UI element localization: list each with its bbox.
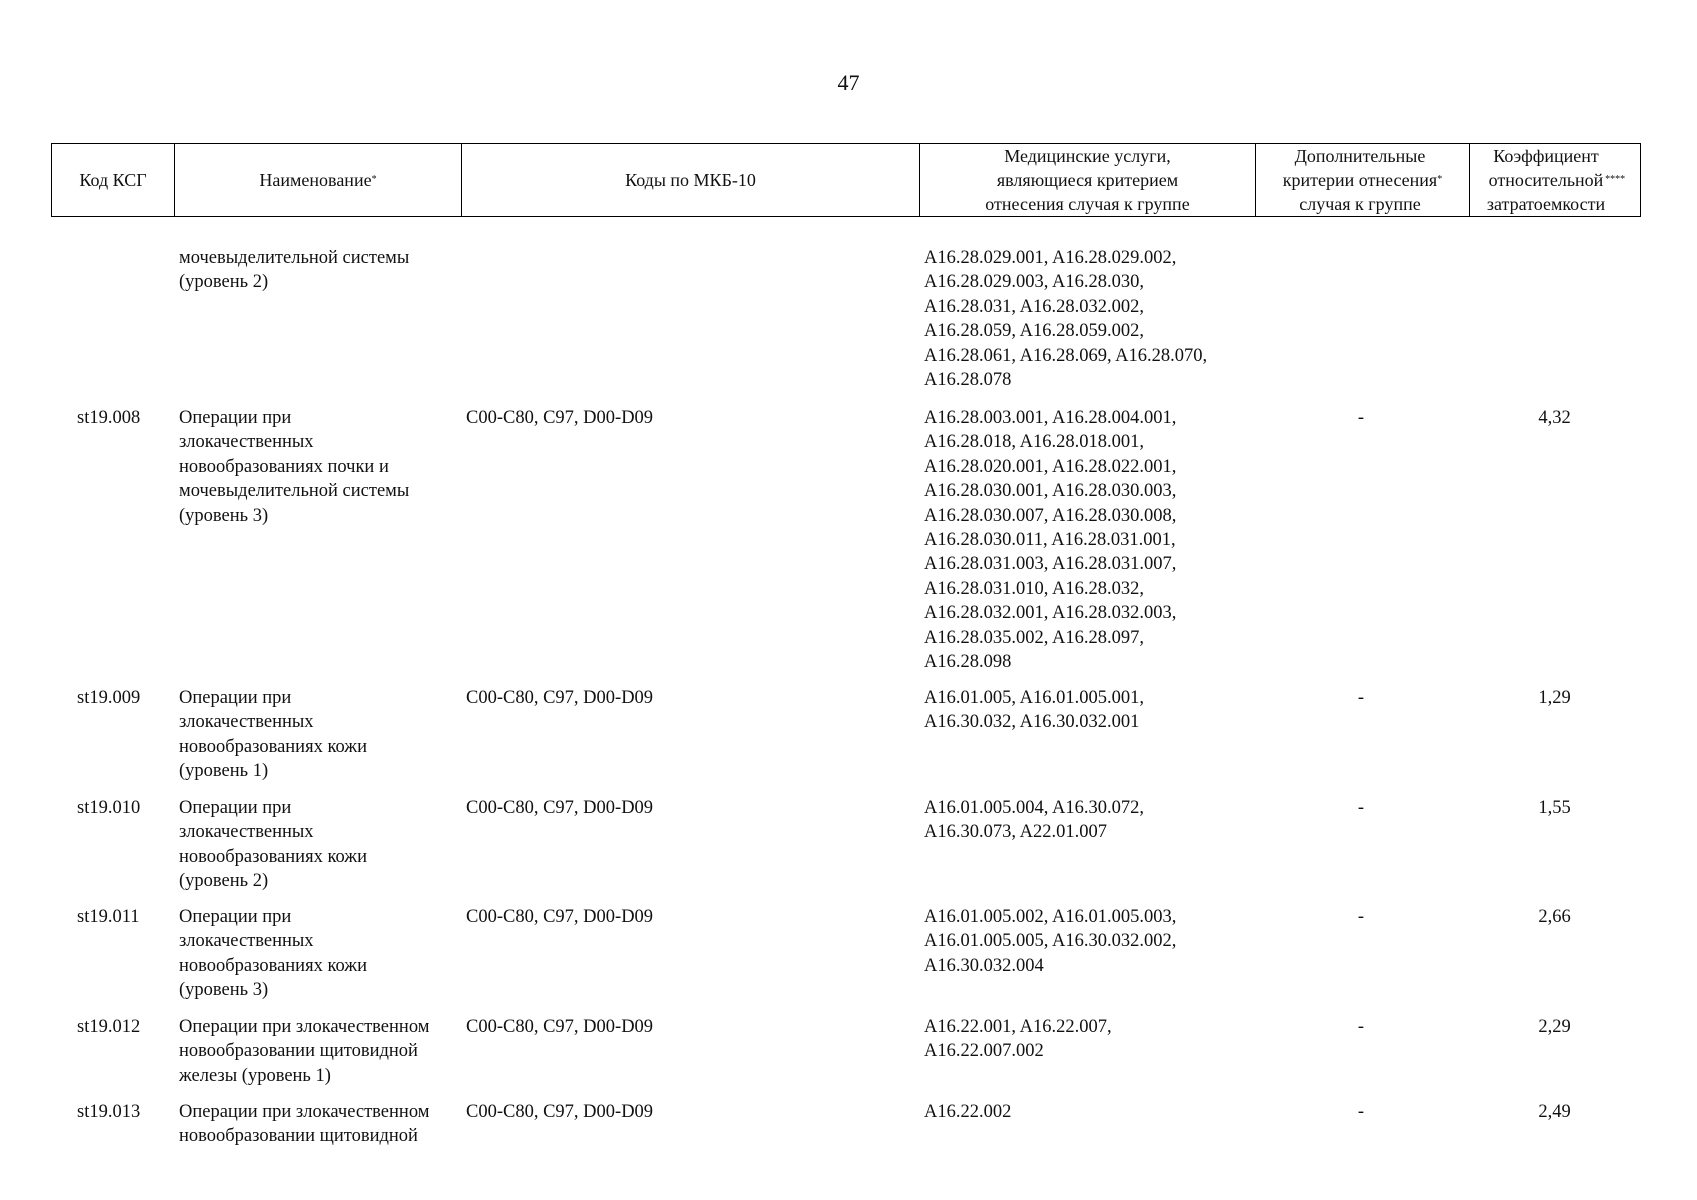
row-services: A16.01.005.004, A16.30.072, A16.30.073, A22.01.007 — [924, 798, 1144, 843]
row-mkb — [460, 246, 918, 392]
header-criteria: Дополнительные критерии отнесения случая к группе * — [1255, 144, 1469, 216]
header-services — [919, 144, 1255, 216]
table-row-st19-009 — [51, 686, 1641, 784]
row-name: Операции при злокачественных новообразованиях почки и мочевыделительной системы (уровень 3) — [179, 408, 410, 526]
header-mkb — [461, 144, 919, 216]
row-name: Операции при злокачественном новообразовании щитовидной — [179, 1102, 430, 1147]
table-row-st19-011 — [51, 905, 1641, 1003]
table-header — [51, 143, 1641, 217]
row-name: Операции при злокачественных новообразованиях кожи (уровень 2) — [179, 798, 367, 892]
table-row-st19-010 — [51, 796, 1641, 894]
row-coef: 1,55 — [1538, 798, 1571, 818]
row-criteria: - — [1357, 798, 1365, 818]
header-mkb-label: Коды по МКБ-10 — [625, 170, 756, 190]
row-mkb: C00-C80, C97, D00-D09 — [466, 798, 654, 818]
row-code — [51, 246, 173, 392]
row-name: Операции при злокачественных новообразованиях кожи (уровень 1) — [179, 688, 367, 782]
row-services: A16.28.003.001, A16.28.004.001, A16.28.018, A16.28.018.001, A16.28.020.001, A16.28.022.001, A16.28.030.001, A16.28.030.003, A16.28.030.007, A16.28.030.008, A16.28.030.011, A16.28.031.001, A16.28.031.003, A16.28.031.007, A16.28.031.010, A16.28.032, A16.28.032.001, A16.28.032.003, A16.28.035.002, A16.28.097, A16.28.098 — [924, 408, 1177, 673]
table-row-st19-012 — [51, 1015, 1641, 1088]
row-services: A16.22.001, A16.22.007, A16.22.007.002 — [924, 1017, 1112, 1062]
row-coef: 2,49 — [1538, 1102, 1571, 1122]
row-mkb: C00-C80, C97, D00-D09 — [466, 408, 654, 428]
header-coef: Коэффициент относительной затратоемкости **** — [1469, 144, 1642, 216]
header-code-label: Код КСГ — [79, 170, 147, 190]
table-row — [51, 246, 1641, 392]
table-row — [51, 905, 1641, 1003]
table-row — [51, 796, 1641, 894]
row-name: Операции при злокачественных новообразованиях кожи (уровень 3) — [179, 907, 367, 1001]
row-code: st19.011 — [77, 907, 140, 927]
row-name: Операции при злокачественном новообразовании щитовидной железы (уровень 1) — [179, 1017, 430, 1086]
row-mkb: C00-C80, C97, D00-D09 — [466, 1102, 654, 1122]
row-services: A16.01.005, A16.01.005.001, A16.30.032, A16.30.032.001 — [924, 688, 1144, 733]
header-code — [52, 144, 174, 216]
row-coef: 2,66 — [1538, 907, 1571, 927]
table-row — [51, 406, 1641, 674]
row-code: st19.008 — [77, 408, 141, 428]
page-number: 47 — [837, 70, 860, 95]
row-criteria — [1254, 246, 1468, 392]
row-mkb: C00-C80, C97, D00-D09 — [466, 907, 654, 927]
row-criteria: - — [1357, 408, 1365, 428]
row-name: мочевыделительной системы (уровень 2) — [179, 248, 410, 293]
row-services: A16.22.002 — [924, 1102, 1012, 1122]
row-criteria: - — [1357, 1102, 1365, 1122]
table-row — [51, 686, 1641, 784]
row-coef: 4,32 — [1538, 408, 1571, 428]
table-row-st19-013 — [51, 1100, 1641, 1149]
row-code: st19.010 — [77, 798, 141, 818]
row-criteria: - — [1357, 1017, 1365, 1037]
row-code: st19.013 — [77, 1102, 141, 1122]
row-criteria: - — [1357, 688, 1365, 708]
row-mkb: C00-C80, C97, D00-D09 — [466, 688, 654, 708]
row-services: A16.01.005.002, A16.01.005.003, A16.01.005.005, A16.30.032.002, A16.30.032.004 — [924, 907, 1177, 976]
row-mkb: C00-C80, C97, D00-D09 — [466, 1017, 654, 1037]
header-coef-label: Коэффициент относительной затратоемкости — [1486, 146, 1606, 214]
row-criteria: - — [1357, 907, 1365, 927]
row-services: A16.28.029.001, A16.28.029.002, A16.28.029.003, A16.28.030, A16.28.031, A16.28.032.002, A16.28.059, A16.28.059.002, A16.28.061, A16.28.069, A16.28.070, A16.28.078 — [924, 248, 1208, 391]
header-name-label: Наименование — [259, 170, 372, 190]
row-coef — [1468, 246, 1641, 392]
row-coef: 2,29 — [1538, 1017, 1571, 1037]
header-services-label: Медицинские услуги, являющиеся критерием отнесения случая к группе — [985, 146, 1190, 214]
table-row-continuation — [51, 246, 1641, 392]
table-row — [51, 1100, 1641, 1149]
header-criteria-label: Дополнительные критерии отнесения случая к группе — [1282, 146, 1438, 214]
row-code: st19.009 — [77, 688, 141, 708]
table-row — [51, 1015, 1641, 1088]
row-code: st19.012 — [77, 1017, 141, 1037]
row-coef: 1,29 — [1538, 688, 1571, 708]
table-row-st19-008 — [51, 406, 1641, 674]
header-name: Наименование * — [174, 144, 461, 216]
